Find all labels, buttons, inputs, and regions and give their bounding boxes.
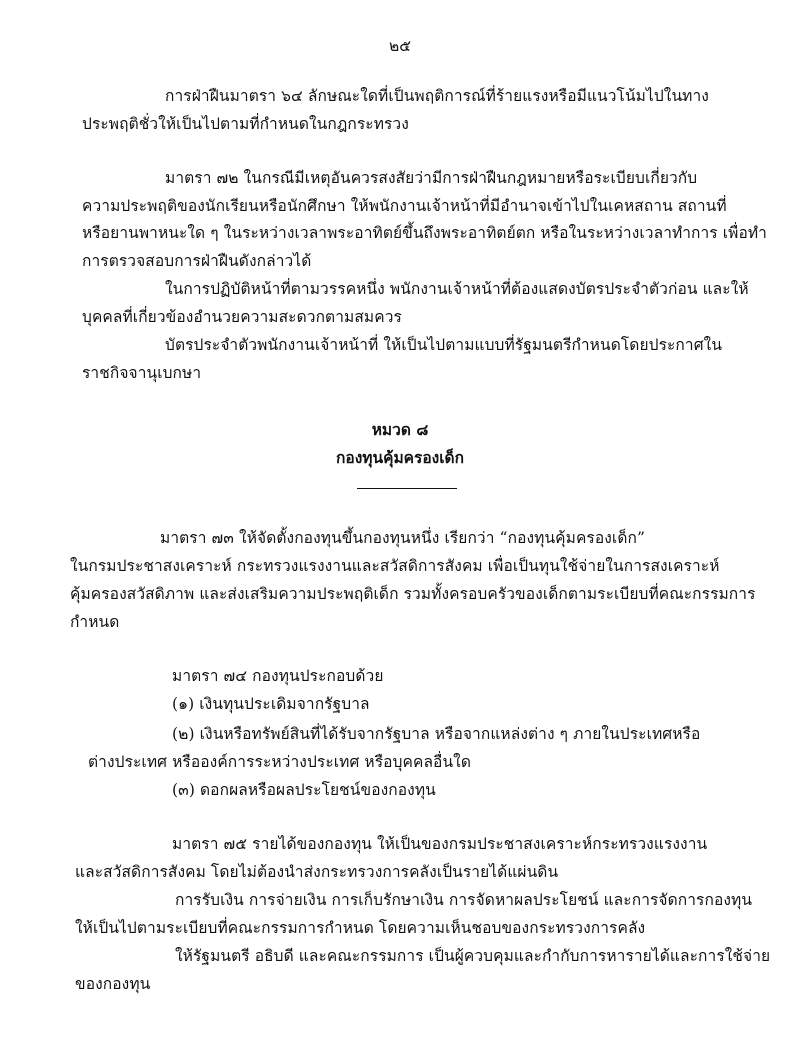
- chapter-divider: [357, 488, 457, 489]
- page-number: ๒๕: [389, 37, 411, 55]
- text-line: หรือยานพาหนะใด ๆ ในระหว่างเวลาพระอาทิตย์ขึ้นถึงพระอาทิตย์ตก หรือในระหว่างเวลาทำการ เพื่อทำ: [82, 224, 767, 242]
- list-item: (๑) เงินทุนประเดิมจากรัฐบาล: [172, 695, 370, 713]
- text-line: ต่างประเทศ หรือองค์การระหว่างประเทศ หรือบุคคลอื่นใด: [88, 753, 471, 771]
- text-line: คุ้มครองสวัสดิภาพ และส่งเสริมความประพฤติเด็ก รวมทั้งครอบครัวของเด็กตามระเบียบที่คณะกรรมการ: [70, 585, 756, 603]
- text-line: บัตรประจำตัวพนักงานเจ้าหน้าที่ ให้เป็นไปตามแบบที่รัฐมนตรีกำหนดโดยประกาศใน: [165, 336, 723, 354]
- text-line: ในกรมประชาสงเคราะห์ กระทรวงแรงงานและสวัสดิการสังคม เพื่อเป็นทุนใช้จ่ายในการสงเคราะห์: [70, 557, 720, 575]
- text-line: ให้รัฐมนตรี อธิบดี และคณะกรรมการ เป็นผู้ควบคุมและกำกับการหารายได้และการใช้จ่าย: [175, 947, 771, 965]
- section-72-start: มาตรา ๗๒ ในกรณีมีเหตุอันควรสงสัยว่ามีการฝ่าฝืนกฎหมายหรือระเบียบเกี่ยวกับ: [165, 169, 698, 187]
- chapter-title: กองทุนคุ้มครองเด็ก: [336, 448, 464, 467]
- section-74-start: มาตรา ๗๔ กองทุนประกอบด้วย: [172, 667, 384, 685]
- section-73-start: มาตรา ๗๓ ให้จัดตั้งกองทุนขึ้นกองทุนหนึ่ง เรียกว่า “กองทุนคุ้มครองเด็ก”: [160, 529, 645, 547]
- text-line: กำหนด: [70, 613, 120, 631]
- text-line: บุคคลที่เกี่ยวข้องอำนวยความสะดวกตามสมควร: [82, 308, 402, 326]
- text-line: ราชกิจจานุเบกษา: [82, 364, 202, 382]
- text-line: และสวัสดิการสังคม โดยไม่ต้องนำส่งกระทรวงการคลังเป็นรายได้แผ่นดิน: [75, 863, 559, 881]
- list-item: (๒) เงินหรือทรัพย์สินที่ได้รับจากรัฐบาล หรือจากแหล่งต่าง ๆ ภายในประเทศหรือ: [172, 725, 701, 743]
- text-line: ของกองทุน: [75, 975, 151, 993]
- text-line: การฝ่าฝืนมาตรา ๖๔ ลักษณะใดที่เป็นพฤติการณ์ที่ร้ายแรงหรือมีแนวโน้มไปในทาง: [165, 87, 709, 105]
- text-line: ในการปฏิบัติหน้าที่ตามวรรคหนึ่ง พนักงานเจ้าหน้าที่ต้องแสดงบัตรประจำตัวก่อน และให้: [165, 280, 749, 298]
- list-item: (๓) ดอกผลหรือผลประโยชน์ของกองทุน: [172, 781, 436, 799]
- text-line: การตรวจสอบการฝ่าฝืนดังกล่าวได้: [82, 252, 312, 270]
- section-75-start: มาตรา ๗๕ รายได้ของกองทุน ให้เป็นของกรมประชาสงเคราะห์กระทรวงแรงงาน: [172, 835, 708, 853]
- chapter-heading: หมวด ๘: [371, 420, 429, 439]
- text-line: ความประพฤติของนักเรียนหรือนักศึกษา ให้พนักงานเจ้าหน้าที่มีอำนาจเข้าไปในเคหสถาน สถานที่: [82, 197, 727, 215]
- text-line: การรับเงิน การจ่ายเงิน การเก็บรักษาเงิน การจัดหาผลประโยชน์ และการจัดการกองทุน: [175, 891, 753, 909]
- text-line: ประพฤติชั่วให้เป็นไปตามที่กำหนดในกฎกระทรวง: [82, 115, 409, 133]
- scan-mark: [675, 99, 685, 100]
- text-line: ให้เป็นไปตามระเบียบที่คณะกรรมการกำหนด โดยความเห็นชอบของกระทรวงการคลัง: [75, 919, 646, 937]
